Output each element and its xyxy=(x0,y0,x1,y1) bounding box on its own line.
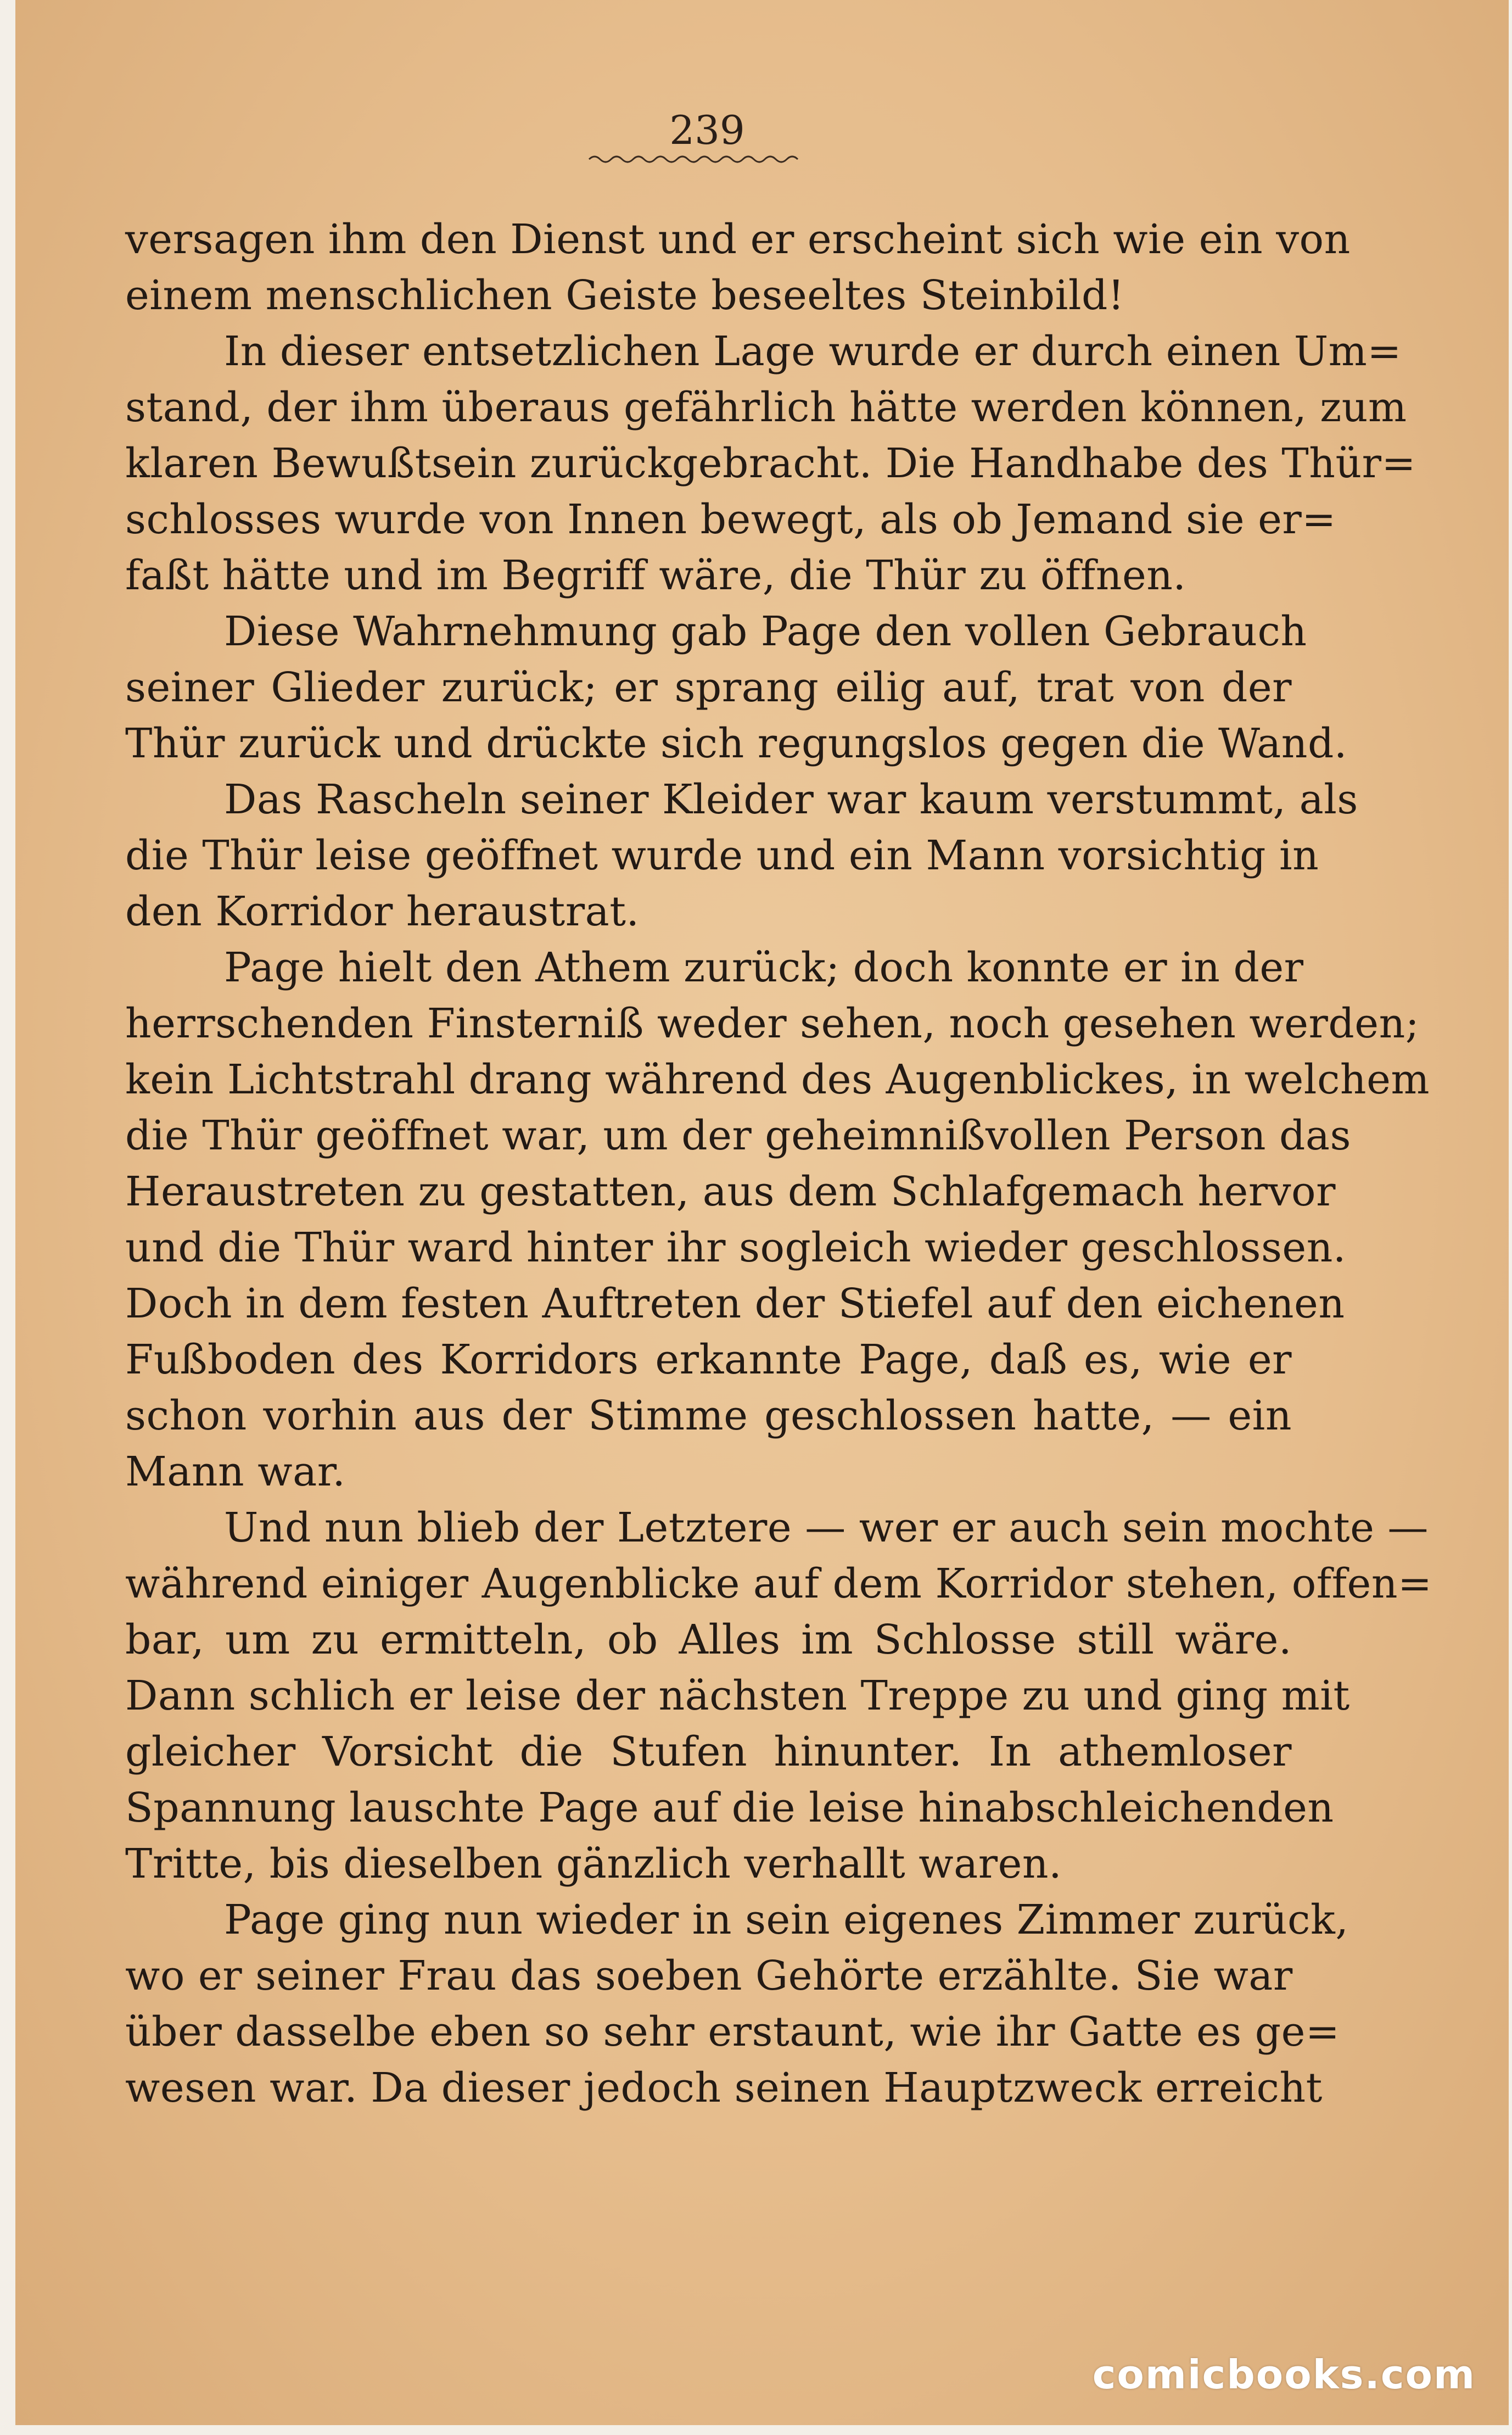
text-line: über dasselbe eben so sehr erstaunt, wie ihr Gatte es ge= xyxy=(125,2008,1340,2056)
text-line: Page hielt den Athem zurück; doch konnte er in der xyxy=(224,944,1304,991)
text-line: Dann schlich er leise der nächsten Treppe zu und ging mit xyxy=(125,1672,1350,1719)
text-line: bar, um zu ermitteln, ob Alles im Schlosse still wäre. xyxy=(125,1616,1292,1663)
text-line: die Thür geöffnet war, um der geheimnißvollen Person das xyxy=(125,1112,1351,1159)
text-line: herrschenden Finsterniß weder sehen, noch gesehen werden; xyxy=(125,1000,1420,1047)
text-line: In dieser entsetzlichen Lage wurde er durch einen Um= xyxy=(224,328,1402,375)
text-line: stand, der ihm überaus gefährlich hätte werden können, zum xyxy=(125,384,1407,431)
text-line: Page ging nun wieder in sein eigenes Zimmer zurück, xyxy=(224,1896,1349,1943)
text-line: Das Rascheln seiner Kleider war kaum verstummt, als xyxy=(224,776,1358,823)
text-line: seiner Glieder zurück; er sprang eilig auf, trat von der xyxy=(125,664,1292,711)
body-text xyxy=(125,211,1432,2116)
text-line: Und nun blieb der Letztere — wer er auch sein mochte — xyxy=(224,1504,1429,1551)
text-line: versagen ihm den Dienst und er erscheint sich wie ein von xyxy=(125,216,1351,263)
text-line: Diese Wahrnehmung gab Page den vollen Gebrauch xyxy=(224,608,1307,655)
text-line: den Korridor heraustrat. xyxy=(125,888,640,935)
text-line: faßt hätte und im Begriff wäre, die Thür zu öffnen. xyxy=(125,552,1186,599)
text-line: Doch in dem festen Auftreten der Stiefel auf den eichenen xyxy=(125,1280,1345,1327)
text-line: schlosses wurde von Innen bewegt, als ob Jemand sie er= xyxy=(125,496,1336,543)
text-line: schon vorhin aus der Stimme geschlossen hatte, — ein xyxy=(125,1392,1292,1439)
text-line: Heraustreten zu gestatten, aus dem Schlafgemach hervor xyxy=(125,1168,1336,1215)
text-line: wo er seiner Frau das soeben Gehörte erzählte. Sie war xyxy=(125,1952,1293,2000)
text-line: während einiger Augenblicke auf dem Korridor stehen, offen= xyxy=(125,1560,1432,1607)
text-line: Fußboden des Korridors erkannte Page, daß es, wie er xyxy=(125,1336,1292,1383)
text-line: Mann war. xyxy=(125,1448,346,1495)
text-line: und die Thür ward hinter ihr sogleich wieder geschlossen. xyxy=(125,1224,1346,1271)
watermark: comicbooks.com xyxy=(1092,2352,1476,2398)
page-number: 239 xyxy=(669,107,745,153)
text-line: klaren Bewußtsein zurückgebracht. Die Handhabe des Thür= xyxy=(125,440,1416,487)
text-line: die Thür leise geöffnet wurde und ein Mann vorsichtig in xyxy=(125,832,1319,879)
book-page xyxy=(15,0,1509,2425)
text-line: wesen war. Da dieser jedoch seinen Hauptzweck erreicht xyxy=(125,2064,1323,2112)
text-line: gleicher Vorsicht die Stufen hinunter. In athemloser xyxy=(125,1728,1292,1775)
text-line: Tritte, bis dieselben gänzlich verhallt waren. xyxy=(125,1840,1062,1887)
text-line: Spannung lauschte Page auf die leise hinabschleichenden xyxy=(125,1784,1334,1831)
ornament-divider xyxy=(586,151,806,167)
text-line: einem menschlichen Geiste beseeltes Steinbild! xyxy=(125,272,1125,319)
text-line: Thür zurück und drückte sich regungslos gegen die Wand. xyxy=(125,720,1347,767)
text-line: kein Lichtstrahl drang während des Augenblickes, in welchem xyxy=(125,1056,1430,1103)
